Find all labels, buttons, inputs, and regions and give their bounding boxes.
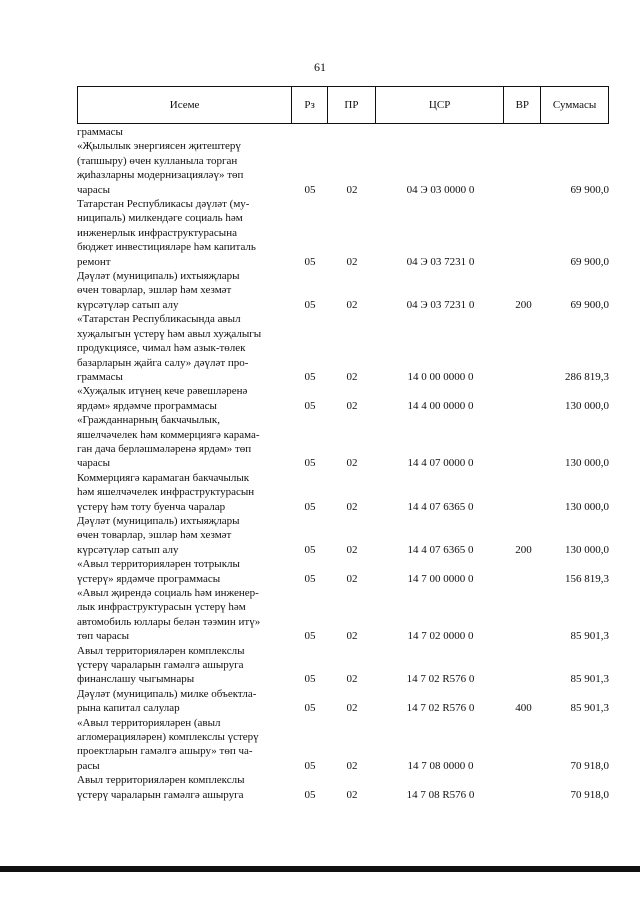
row-pr: 02 [346,702,358,715]
row-rz: 05 [304,370,316,383]
row-sum: 70 918,0 [570,788,609,801]
table-header [77,86,609,124]
row-csr: 14 7 00 0000 0 [407,572,474,585]
row-sum: 130 000,0 [565,500,609,513]
row-rz: 05 [304,543,316,556]
row-csr: 14 4 07 6365 0 [407,500,474,513]
table-row [77,557,609,586]
row-sum: 130 000,0 [565,399,609,412]
table-row [77,514,609,557]
table-row [77,269,609,312]
row-pr: 02 [346,543,358,556]
row-rz: 05 [304,298,316,311]
row-vr: 200 [515,298,532,311]
row-name: «Җылылык энергиясен җитештерү (тапшыру) өчен кулланыла торган җиһазларны модернизацияләү» төп чарасы [77,140,244,196]
row-sum: 85 901,3 [570,630,609,643]
row-sum: 85 901,3 [570,702,609,715]
row-sum: 70 918,0 [570,759,609,772]
table-row [77,687,609,716]
table-row [77,716,609,774]
row-vr: 400 [515,702,532,715]
column-header-sum: Суммасы [552,99,597,111]
row-csr: 14 4 07 0000 0 [407,457,474,470]
row-pr: 02 [346,183,358,196]
row-name: Татарстан Республикасы дәүләт (му- ниципаль) милкендәге социаль һәм инженерлык инфраструктурасына бюджет инвестицияләре һәм капиталь ремонт [77,198,256,268]
row-rz: 05 [304,630,316,643]
row-pr: 02 [346,457,358,470]
row-name: Дәүләт (муниципаль) ихтыяҗлары өчен товарлар, эшләр һәм хезмәт күрсәтүләр сатып алу [77,270,240,311]
row-csr: 14 4 07 6365 0 [407,543,474,556]
row-sum: 156 819,3 [565,572,609,585]
row-sum: 130 000,0 [565,543,609,556]
row-pr: 02 [346,500,358,513]
row-rz: 05 [304,255,316,268]
table-row [77,197,609,269]
row-sum: 130 000,0 [565,457,609,470]
row-csr: 14 4 00 0000 0 [407,399,474,412]
table-row [77,312,609,384]
page-number: 61 [314,60,326,74]
row-pr: 02 [346,788,358,801]
row-name: «Хуҗалык итүнең кече рәвешләренә ярдәм» ярдәмче программасы [77,385,248,412]
row-name: «Авыл территорияләрен тотрыклы үстерү» ярдәмче программасы [77,558,240,585]
row-csr: 14 7 02 R576 0 [406,702,475,715]
row-rz: 05 [304,759,316,772]
row-sum: 69 900,0 [570,183,609,196]
row-csr: 14 7 08 R576 0 [406,788,475,801]
table-row [77,413,609,471]
row-csr: 14 7 02 R576 0 [406,673,475,686]
table-row [77,125,609,139]
row-name: «Гражданнарның бакчачылык, яшелчәчелек һәм коммерциягә карама- ган дача берләшмәләренә ярдәм» төп чарасы [77,414,260,470]
row-sum: 69 900,0 [570,298,609,311]
row-sum: 85 901,3 [570,673,609,686]
row-rz: 05 [304,500,316,513]
row-name: «Авыл территорияләрен (авыл агломерацияләрен) комплекслы үстерү проектларын гамәлгә ашыру» төп ча- расы [77,716,259,772]
row-rz: 05 [304,572,316,585]
table-row [77,139,609,197]
table-row [77,384,609,413]
row-pr: 02 [346,572,358,585]
row-name: Дәүләт (муниципаль) милке объектла- рына капитал салулар [77,687,257,715]
row-pr: 02 [346,759,358,772]
row-name: Авыл территорияләрен комплекслы үстерү чараларын гамәлгә ашыруга финанслашу чыгымнары [77,644,245,686]
row-name: граммасы [77,126,123,138]
row-csr: 04 Э 03 7231 0 [406,255,475,268]
row-rz: 05 [304,457,316,470]
column-header-csr: ЦСР [376,87,505,123]
row-csr: 14 7 08 0000 0 [407,759,474,772]
row-name: Дәүләт (муниципаль) ихтыяҗлары өчен товарлар, эшләр һәм хезмәт күрсәтүләр сатып алу [77,514,240,556]
table-row [77,773,609,802]
row-csr: 04 Э 03 0000 0 [406,183,475,196]
row-sum: 69 900,0 [570,255,609,268]
row-rz: 05 [304,702,316,715]
column-header-pr: ПР [328,87,376,123]
row-pr: 02 [346,255,358,268]
row-sum: 286 819,3 [565,370,609,383]
row-pr: 02 [346,298,358,311]
row-rz: 05 [304,183,316,196]
row-csr: 14 0 00 0000 0 [407,370,474,383]
table-body [77,125,609,802]
row-pr: 02 [346,630,358,643]
row-csr: 04 Э 03 7231 0 [406,298,475,311]
row-pr: 02 [346,399,358,412]
row-pr: 02 [346,673,358,686]
row-name: «Татарстан Республикасында авыл хуҗалыгын үстерү һәм авыл хуҗалыгы продукциясе, чимал һәм азык-төлек базарларын җайга салу» дәүләт про- граммасы [77,313,262,383]
table-row [77,471,609,514]
row-name: «Авыл җирендә социаль һәм инженер- лык инфраструктурасын үстерү һәм автомобиль юллары белән тәэмин итү» төп чарасы [77,587,261,643]
row-pr: 02 [346,370,358,383]
column-header-vr: ВР [504,87,541,123]
row-rz: 05 [304,673,316,686]
scan-bottom-border [0,866,640,872]
row-name: Коммерциягә карамаган бакчачылык һәм яшелчәчелек инфраструктурасын үстерү һәм тоту буенча чаралар [77,471,255,513]
column-header-name: Исеме [78,87,292,123]
row-csr: 14 7 02 0000 0 [407,630,474,643]
row-vr: 200 [515,543,532,556]
row-rz: 05 [304,788,316,801]
row-name: Авыл территорияләрен комплекслы үстерү чараларын гамәлгә ашыруга [77,774,245,801]
table-row [77,644,609,687]
column-header-rz: Рз [292,87,328,123]
table-row [77,586,609,644]
row-rz: 05 [304,399,316,412]
